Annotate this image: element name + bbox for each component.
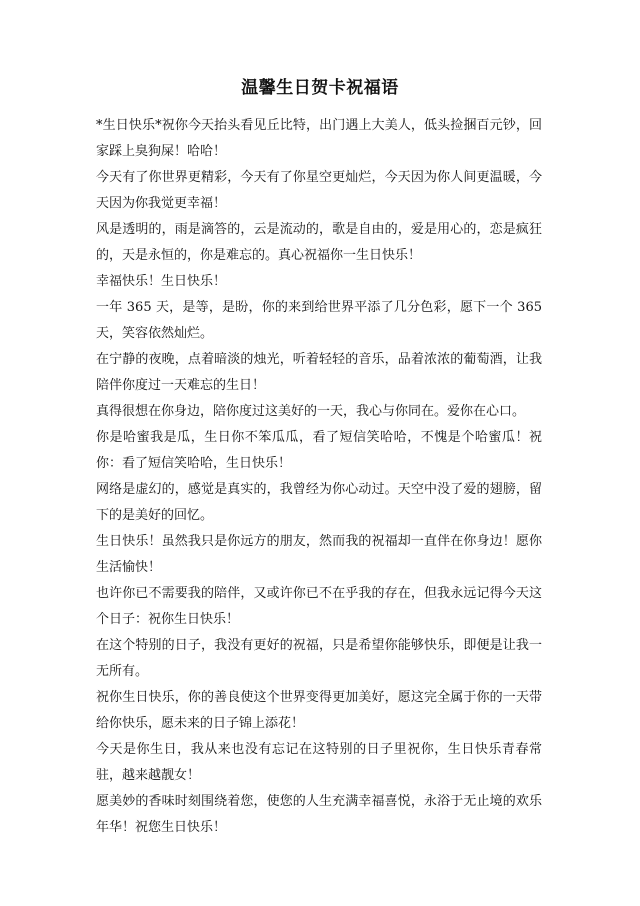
- paragraph: 风是透明的，雨是滴答的，云是流动的，歌是自由的，爱是用心的，恋是疯狂的，天是永恒的，你是难忘的。真心祝福你一生日快乐！: [96, 222, 542, 263]
- paragraph: 幸福快乐！生日快乐！: [96, 274, 227, 289]
- paragraph: 你是哈蜜我是瓜，生日你不笨瓜瓜，看了短信笑哈哈，不愧是个哈蜜瓜！祝你：看了短信笑哈哈，生日快乐！: [96, 430, 542, 471]
- paragraph: 网络是虚幻的，感觉是真实的，我曾经为你心动过。天空中没了爱的翅膀，留下的是美好的回忆。: [96, 482, 542, 523]
- paragraph: 愿美妙的香味时刻围绕着您，使您的人生充满幸福喜悦，永浴于无止境的欢乐年华！祝您生日快乐！: [96, 794, 542, 835]
- paragraph: 在这个特别的日子，我没有更好的祝福，只是希望你能够快乐，即便是让我一无所有。: [96, 638, 542, 679]
- paragraph: *生日快乐*祝你今天抬头看见丘比特，出门遇上大美人，低头捡捆百元钞，回家踩上臭狗屎！哈哈！: [96, 118, 542, 159]
- paragraph: 今天是你生日，我从来也没有忘记在这特别的日子里祝你，生日快乐青春常驻，越来越靓女！: [96, 742, 542, 783]
- document-body: [96, 113, 542, 841]
- paragraph: 生日快乐！虽然我只是你远方的朋友，然而我的祝福却一直伴在你身边！愿你生活愉快！: [96, 534, 542, 575]
- document-title: 温馨生日贺卡祝福语: [241, 78, 399, 98]
- paragraph: 今天有了你世界更精彩，今天有了你星空更灿烂，今天因为你人间更温暖，今天因为你我觉更幸福！: [96, 170, 542, 211]
- paragraph: 在宁静的夜晚，点着暗淡的烛光，听着轻轻的音乐，品着浓浓的葡萄酒，让我陪伴你度过一天难忘的生日！: [96, 352, 542, 393]
- paragraph: 真得很想在你身边，陪你度过这美好的一天，我心与你同在。爱你在心口。: [96, 404, 526, 419]
- paragraph: 祝你生日快乐，你的善良使这个世界变得更加美好，愿这完全属于你的一天带给你快乐，愿未来的日子锦上添花！: [96, 690, 542, 731]
- paragraph: 一年 365 天，是等，是盼，你的来到给世界平添了几分色彩，愿下一个 365 天，笑容依然灿烂。: [96, 300, 542, 341]
- paragraph: 也许你已不需要我的陪伴，又或许你已不在乎我的存在，但我永远记得今天这个日子：祝你生日快乐！: [96, 586, 542, 627]
